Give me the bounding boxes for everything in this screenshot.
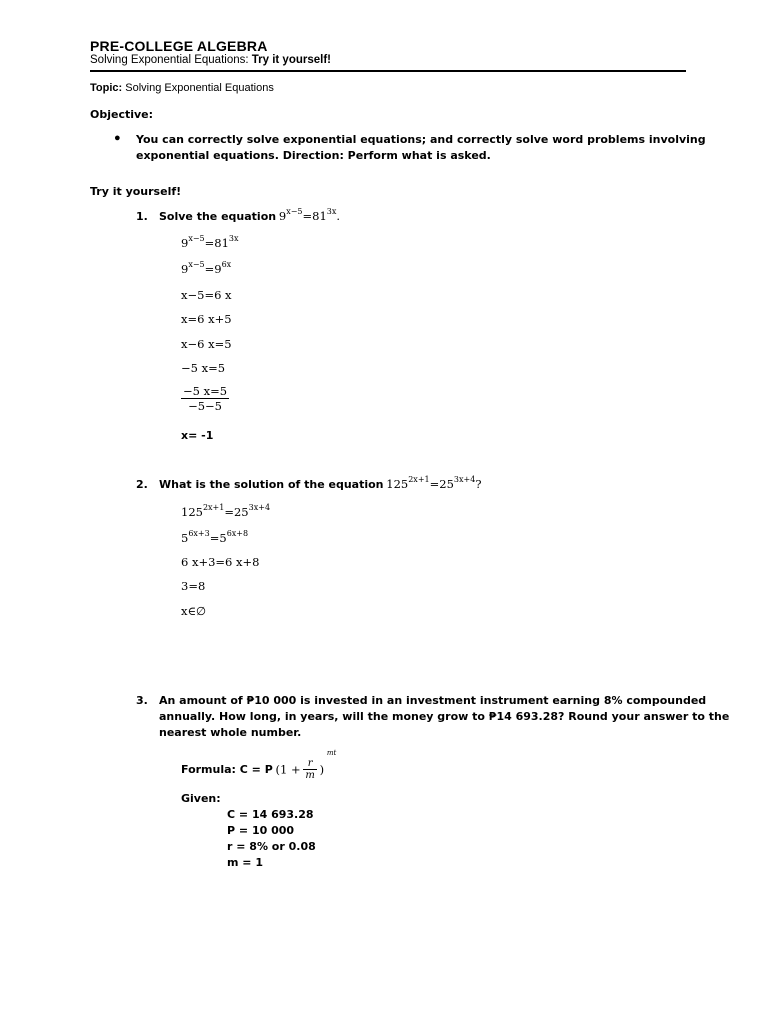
formula-label: Formula: C = P bbox=[181, 763, 273, 776]
problem2-question-text: What is the solution of the equation bbox=[159, 477, 384, 491]
problem2-step4: 3=8 bbox=[181, 579, 206, 593]
subtitle-emphasis: Try it yourself! bbox=[251, 54, 331, 66]
objective-heading: Objective: bbox=[90, 108, 154, 121]
formula-exponent: mt bbox=[326, 749, 337, 758]
given-item-r: r = 8% or 0.08 bbox=[227, 840, 316, 853]
objective-text-line1: You can correctly solve exponential equations; and correctly solve word problems involving bbox=[136, 133, 706, 146]
problem2-step1: $125^{2x+1}=25^{3x+4}$ bbox=[181, 503, 271, 519]
problem1-step1: $9^{x-5}=81^{3x}$ bbox=[181, 234, 239, 250]
problem1-number: 1. bbox=[136, 210, 148, 223]
subtitle-text: Solving Exponential Equations: bbox=[90, 54, 252, 66]
problem1-step4: x=6 x+5 bbox=[181, 312, 232, 326]
formula-fraction bbox=[303, 758, 316, 781]
topic-line bbox=[90, 82, 274, 94]
problem2-step5: x∈∅ bbox=[181, 604, 207, 618]
objective-text-line2: exponential equations. Direction: Perform what is asked. bbox=[136, 149, 491, 162]
problem3-formula bbox=[181, 749, 337, 781]
problem3-number: 3. bbox=[136, 694, 148, 707]
problem1-step3: x−5=6 x bbox=[181, 288, 232, 302]
section-heading: Try it yourself! bbox=[90, 185, 182, 198]
bullet-marker: ● bbox=[114, 132, 121, 144]
problem1-equation: $9^{x-5}=81^{3x}$. bbox=[278, 207, 341, 223]
problem3-line1: An amount of ₱10 000 is invested in an investment instrument earning 8% compounded bbox=[159, 694, 707, 707]
given-item-m: m = 1 bbox=[227, 856, 263, 869]
problem1-question-text: Solve the equation bbox=[159, 209, 277, 223]
problem2-step2: $5^{6x+3}=5^{6x+8}$ bbox=[181, 529, 249, 545]
problem2-question bbox=[159, 476, 481, 491]
problem1-answer: x= -1 bbox=[181, 429, 214, 442]
given-item-p: P = 10 000 bbox=[227, 824, 295, 837]
problem1-question bbox=[159, 208, 340, 223]
fraction-numerator: −5 x=5 bbox=[183, 384, 228, 398]
topic-value: Solving Exponential Equations bbox=[122, 82, 274, 94]
formula-m: m bbox=[305, 770, 315, 781]
formula-close: ) bbox=[319, 762, 325, 777]
formula-r: r bbox=[307, 758, 313, 769]
problem2-equation: $125^{2x+1}=25^{3x+4}$? bbox=[386, 475, 482, 491]
document-title: PRE-COLLEGE ALGEBRA bbox=[90, 38, 268, 54]
fraction-denominator: −5−5 bbox=[188, 399, 222, 413]
problem1-step5: x−6 x=5 bbox=[181, 337, 232, 351]
formula-open: (1 + bbox=[275, 762, 301, 777]
problem2-step3: 6 x+3=6 x+8 bbox=[181, 555, 260, 569]
problem1-step6: −5 x=5 bbox=[181, 361, 226, 375]
topic-label: Topic: bbox=[90, 82, 123, 94]
document-subtitle bbox=[90, 54, 331, 66]
problem3-line3: nearest whole number. bbox=[159, 726, 302, 739]
problem1-step2: $9^{x-5}=9^{6x}$ bbox=[181, 260, 232, 276]
given-item-c: C = 14 693.28 bbox=[227, 808, 314, 821]
given-heading: Given: bbox=[181, 792, 221, 805]
problem2-number: 2. bbox=[136, 478, 148, 491]
header-divider bbox=[90, 70, 686, 72]
problem1-step7-fraction bbox=[181, 384, 229, 413]
problem3-line2: annually. How long, in years, will the money grow to ₱14 693.28? Round your answer to the bbox=[159, 710, 730, 723]
